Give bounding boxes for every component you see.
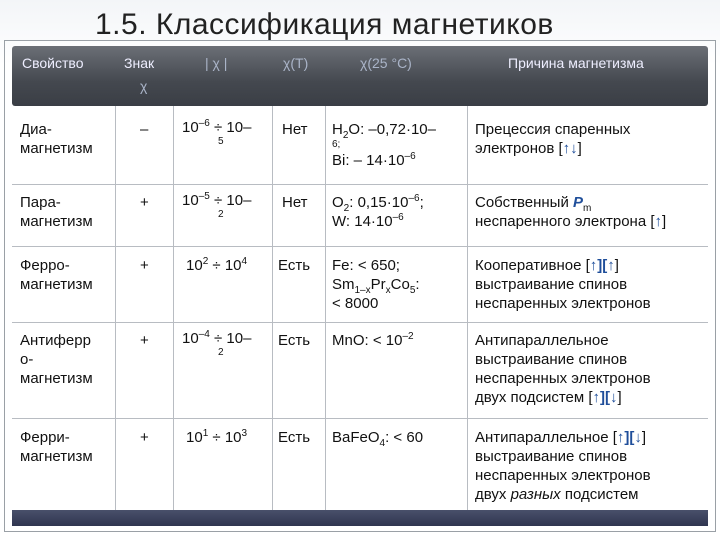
grid-line — [12, 322, 708, 323]
slide-footer-band — [12, 510, 708, 526]
para-magnitude: $10^{-5} \div 10-$ 2 — [182, 191, 252, 220]
ferro-value: Fe: < 650; $Sm_{1-x}Pr_xCo_5$: < 8000 — [332, 257, 420, 312]
grid-line — [325, 106, 326, 510]
ferro-t-dependence: Есть — [278, 257, 311, 274]
para-t-dependence: Нет — [282, 194, 308, 211]
spin-arrows-icon: ↑↓ — [562, 140, 578, 157]
spin-up-arrow-icon: ↑ — [654, 213, 663, 230]
header-reason: Причина магнетизма — [508, 55, 644, 71]
grid-line — [173, 106, 174, 510]
grid-line — [12, 418, 708, 419]
para-sign: + — [140, 194, 149, 211]
table-row-para-name: Пара- магнетизм — [20, 194, 93, 230]
grid-line — [467, 106, 468, 510]
ferri-reason: Антипараллельное [↑][↓] выстраивание спинов неспаренных электронов двух разных подсистем — [475, 429, 651, 503]
antiferro-t-dependence: Есть — [278, 332, 311, 349]
ferri-t-dependence: Есть — [278, 429, 311, 446]
grid-line — [12, 184, 708, 185]
dia-magnitude: $10^{-6} \div 10-$ 5 — [182, 118, 252, 147]
para-value: $O_2$: $0,15\cdot 10^{-6}$; W: $14\cdot 10^{-6}$ — [332, 193, 424, 230]
table-row-ferro-name: Ферро- магнетизм — [20, 257, 93, 293]
antiferro-reason: Антипараллельное выстраивание спинов неспаренных электронов двух подсистем [↑][↓] — [475, 332, 651, 406]
table-row-antiferro-name: Антиферр о- магнетизм — [20, 332, 93, 387]
ferro-sign: + — [140, 257, 149, 274]
grid-line — [12, 246, 708, 247]
header-sign: Знак — [124, 55, 155, 71]
ferro-reason: Кооперативное [↑][↑] выстраивание спинов неспаренных электронов — [475, 257, 651, 312]
para-reason: Собственный $P_m$ неспаренного электрона [↑] — [475, 194, 667, 230]
ferri-magnitude: $10^1 \div 10^3$ — [186, 428, 248, 446]
dia-value: $H_2O$: –0,72·10– 6; Bi: – $14\cdot 10^{-6}$ — [332, 121, 436, 169]
header-chi-25: χ(25 °C) — [360, 55, 412, 71]
header-property: Свойство — [22, 55, 84, 71]
antiferro-sign: + — [140, 332, 149, 349]
antiferro-magnitude: $10^{-4} \div 10-$ 2 — [182, 329, 252, 358]
table-row-ferri-name: Ферри- магнетизм — [20, 429, 93, 465]
dia-sign: – — [140, 121, 149, 138]
antiferro-value: MnO: < $10^{-2}$ — [332, 331, 414, 349]
grid-line — [272, 106, 273, 510]
ferro-magnitude: $10^2 \div 10^4$ — [186, 256, 248, 274]
spin-antiparallel-arrows-icon: ↑][↓ — [592, 389, 618, 406]
spin-antiparallel-arrows-icon: ↑][↓ — [616, 429, 642, 446]
dia-reason: Прецессия спаренных электронов [↑↓] — [475, 121, 631, 157]
ferri-value: BaFeO$_4$: < 60 — [332, 429, 424, 449]
ferri-sign: + — [140, 429, 149, 446]
dia-t-dependence: Нет — [282, 121, 308, 138]
slide-title: 1.5. Классификация магнетиков — [95, 8, 554, 41]
grid-line — [115, 106, 116, 510]
header-sign-chi: χ — [140, 78, 148, 94]
header-t-dependence: χ(T) — [283, 55, 309, 71]
spin-parallel-arrows-icon: ↑][↑ — [589, 257, 615, 274]
table-row-dia-name: Диа- магнетизм — [20, 121, 93, 157]
header-abs-chi: | χ | — [205, 55, 228, 71]
